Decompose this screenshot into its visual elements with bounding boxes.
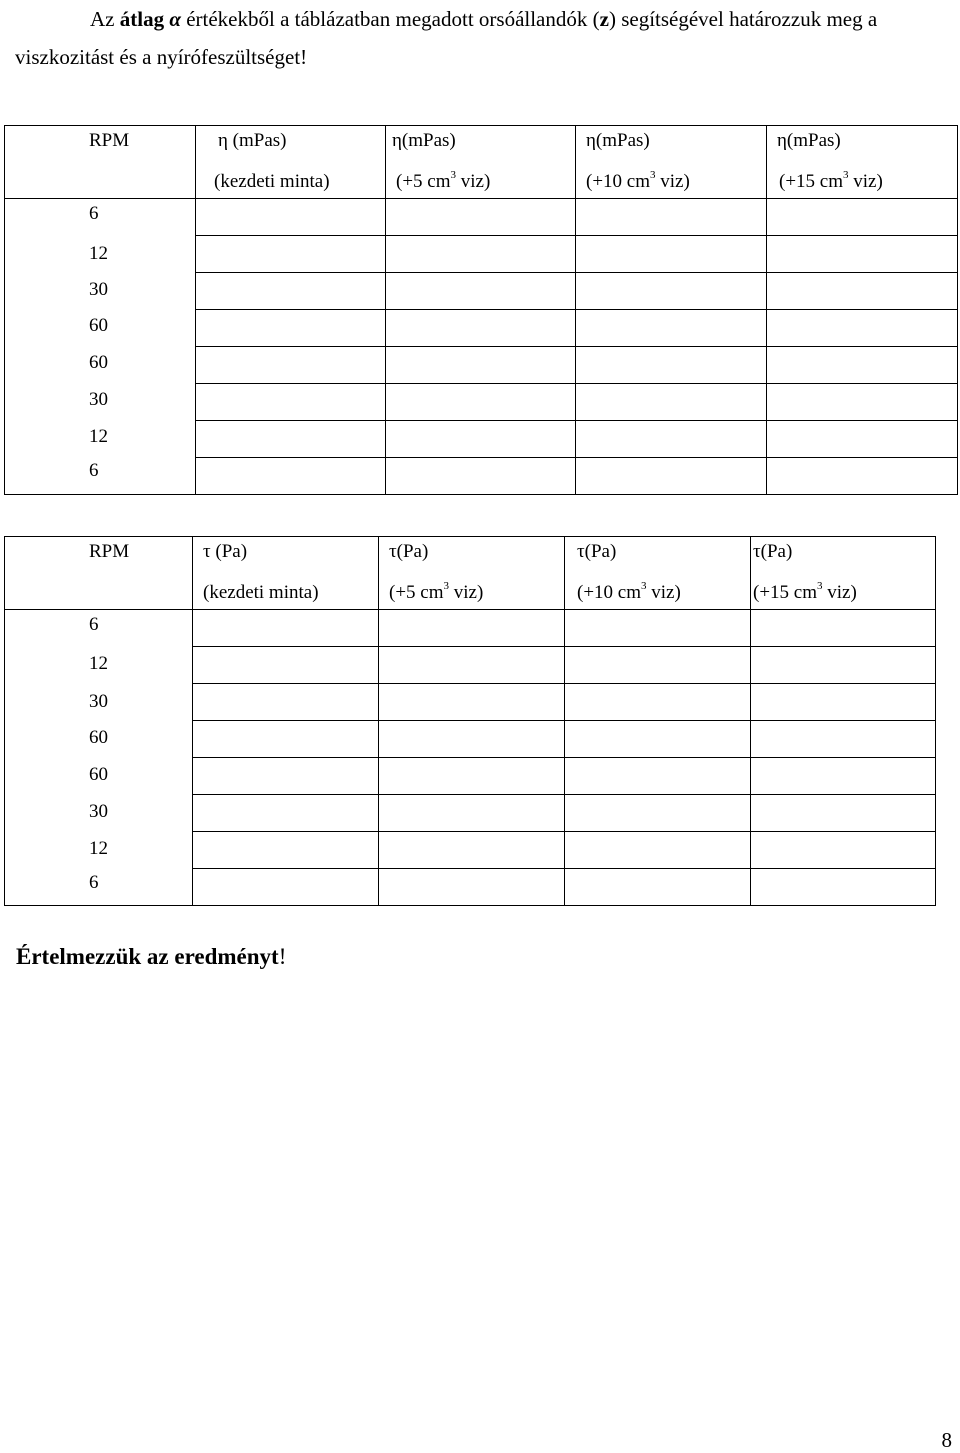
closing-exclaim: ! [278,944,287,969]
rpm-column [5,610,193,906]
eta-header-15cm3: η(mPas) (+15 $cm^3$ viz) [767,126,958,199]
tau-15cm3-cells [751,610,936,906]
eta-header-initial: η (mPas) (kezdeti minta) [196,126,386,199]
rpm-value: 12 [89,426,108,447]
eta-10cm3-cells [576,199,767,495]
rpm-value: 60 [89,764,108,785]
eta-initial-cells [196,199,386,495]
rpm-value: 30 [89,279,108,300]
eta-header-5cm3: η(mPas) (+5 $cm^3$ viz) [386,126,576,199]
closing-instruction [16,944,286,970]
rpm-header: RPM [5,126,196,199]
rpm-value: 60 [89,352,108,373]
intro-paragraph [15,0,955,76]
rpm-value: 12 [89,838,108,859]
rpm-value: 12 [89,243,108,264]
rpm-value: 60 [89,315,108,336]
shear-data-row [5,610,936,906]
intro-z: z [599,7,609,31]
intro-text-2: értékekből a táblázatban megadott orsóállandók ( [186,7,600,31]
closing-text: Értelmezzük az eredményt [16,944,279,969]
rpm-value: 30 [89,389,108,410]
tau-5cm3-cells [379,610,565,906]
intro-bold-atlag: átlag [119,7,165,31]
tau-header-10cm3: τ(Pa) (+10 $cm^3$ viz) [565,537,751,610]
rpm-header: RPM [5,537,193,610]
intro-text-3: ) segítségével határozzuk meg a viszkozitást és a nyírófeszültséget! [15,7,878,69]
rpm-value: 6 [89,460,99,481]
page-number: 8 [941,1428,952,1452]
rpm-value: 60 [89,727,108,748]
tau-10cm3-cells [565,610,751,906]
intro-text-1: Az [90,7,115,31]
rpm-value: 12 [89,653,108,674]
rpm-value: 6 [89,872,99,893]
rpm-value: 6 [89,203,99,224]
shear-header-row [5,537,936,610]
rpm-value: 30 [89,691,108,712]
intro-alpha: α [169,7,181,31]
viscosity-table [4,125,958,495]
rpm-column [5,199,196,495]
tau-header-5cm3: τ(Pa) (+5 $cm^3$ viz) [379,537,565,610]
shear-stress-table [4,536,936,906]
viscosity-data-row [5,199,958,495]
rpm-value: 6 [89,614,99,635]
rpm-value: 30 [89,801,108,822]
eta-5cm3-cells [386,199,576,495]
tau-initial-cells [193,610,379,906]
viscosity-header-row [5,126,958,199]
eta-15cm3-cells [767,199,958,495]
eta-header-10cm3: η(mPas) (+10 $cm^3$ viz) [576,126,767,199]
tau-header-15cm3: τ(Pa) (+15 $cm^3$ viz) [751,537,936,610]
tau-header-initial: τ (Pa) (kezdeti minta) [193,537,379,610]
